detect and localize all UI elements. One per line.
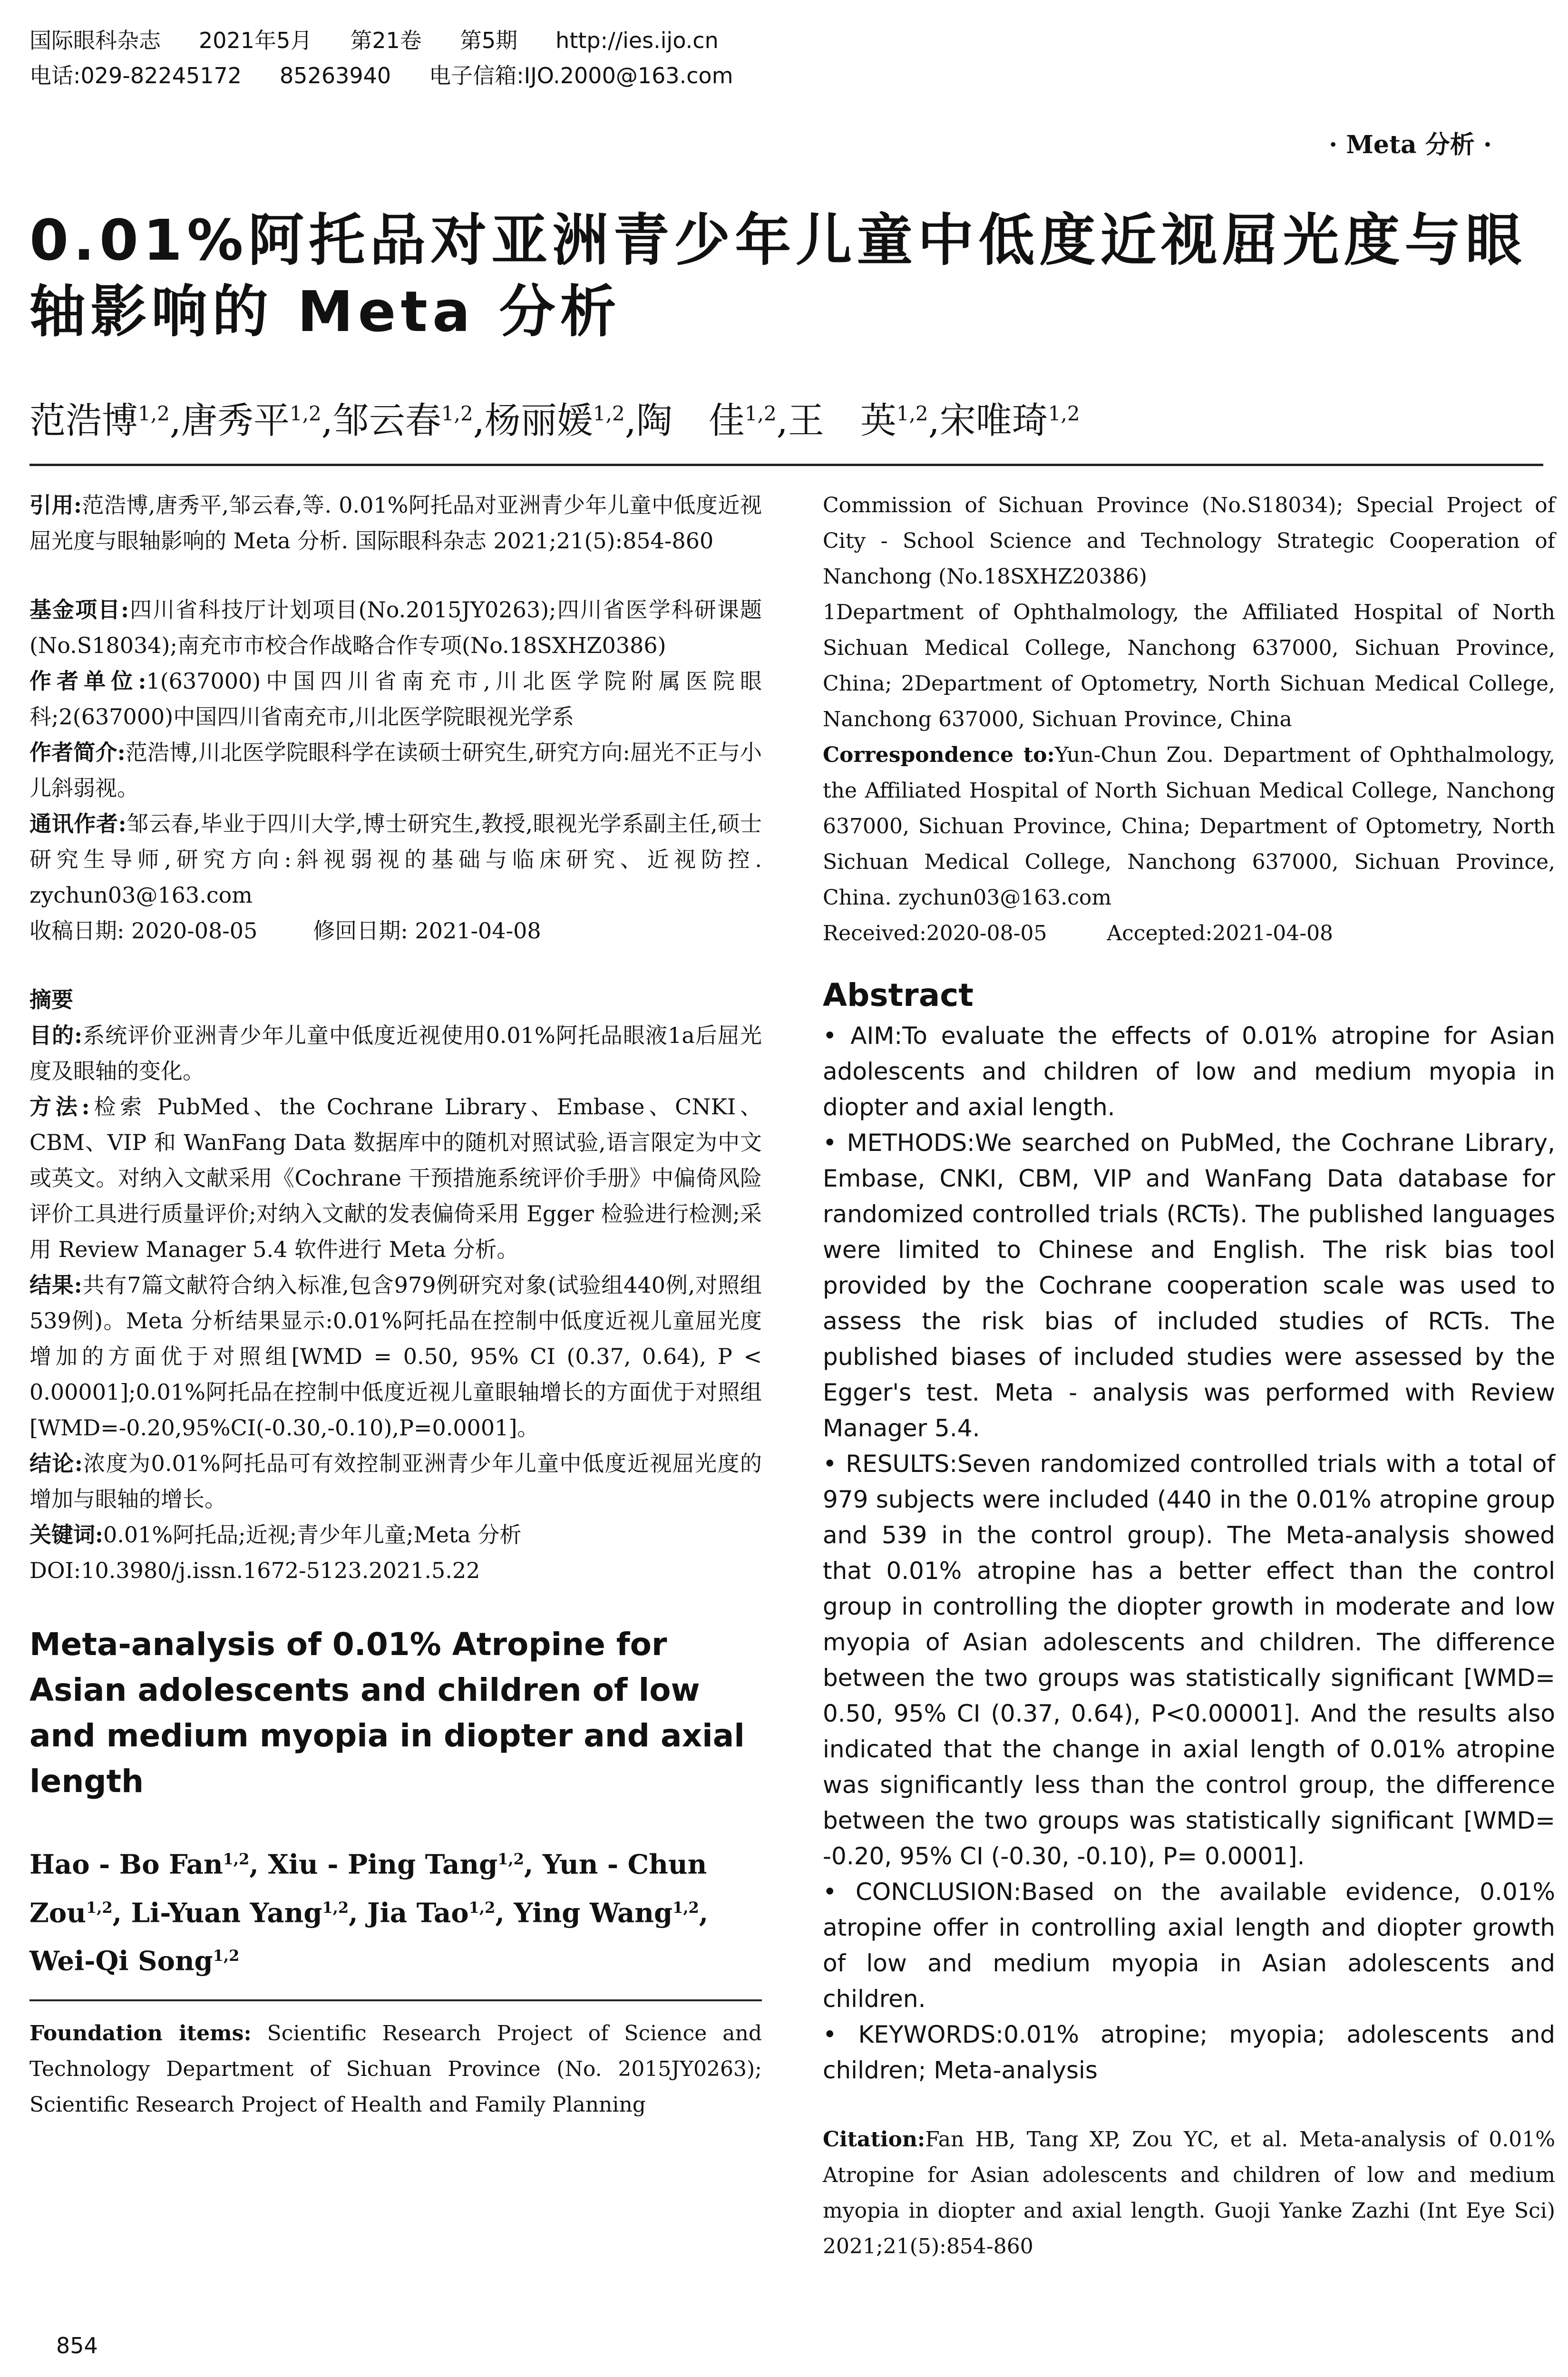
author-name: Hao - Bo Fan xyxy=(29,1849,223,1880)
author-affiliation-mark: 1,2 xyxy=(86,1898,113,1917)
abstract-heading-en: Abstract xyxy=(823,977,974,1013)
author-name: 陶 佳 xyxy=(636,399,745,442)
author-name: 范浩博 xyxy=(29,399,138,442)
dates-en: Received:2020-08-05 Accepted:2021-04-08 xyxy=(823,921,1334,945)
author-affiliation-mark: 1,2 xyxy=(223,1850,250,1868)
results-cn: 结果:共有7篇文献符合纳入标准,包含979例研究对象(试验组440例,对照组539例)。Meta 分析结果显示:0.01%阿托品在控制中低度近视儿童屈光度增加的方面优于对照组[WMD = 0.50, 95% CI (0.37, 0.64), P < 0.00001];0.01%阿托品在控制中低度近视儿童眼轴增长的方面优于对照组[WMD=-0.20,95%CI(-0.30,-0.10),P=0.0001]。 xyxy=(29,1272,762,1441)
conclusion-cn: 结论:浓度为0.01%阿托品可有效控制亚洲青少年儿童中低度近视屈光度的增加与眼轴的增长。 xyxy=(29,1451,762,1512)
author-name: Li-Yuan Yang xyxy=(131,1897,322,1929)
author-name: 杨丽媛 xyxy=(484,399,593,442)
right-column xyxy=(823,487,1555,2264)
correspondence-cn: 通讯作者:邹云春,毕业于四川大学,博士研究生,教授,眼视光学系副主任,硕士研究生导师,研究方向:斜视弱视的基础与临床研究、近视防控. zychun03@163.com xyxy=(29,811,762,908)
keywords-cn: 关键词:0.01%阿托品;近视;青少年儿童;Meta 分析 xyxy=(29,1522,522,1548)
author-affiliation-mark: 1,2 xyxy=(138,402,170,425)
correspondence-en: Correspondence to:Yun-Chun Zou. Department of Ophthalmology, the Affiliated Hospital of North Sichuan Medical College, Nanchong 637000, Sichuan Province, China; Department of Optometry, North Sichuan Medical College, Nanchong 637000, Sichuan Province, China. zychun03@163.com xyxy=(823,743,1555,910)
citation-en: Citation:Fan HB, Tang XP, Zou YC, et al. Meta-analysis of 0.01% Atropine for Asian adolescents and children of low and medium myopia in diopter and axial length. Guoji Yanke Zazhi (Int Eye Sci) 2021;21(5):854-860 xyxy=(823,2127,1555,2259)
author-name: 邹云春 xyxy=(332,399,441,442)
author-name: Xiu - Ping Tang xyxy=(268,1849,498,1880)
methods-en: • METHODS:We searched on PubMed, the Cochrane Library, Embase, CNKI, CBM, VIP and WanFang Data database for randomized controlled trials (RCTs). The published languages were limited to Chinese and English. The risk bias tool provided by the Cochrane cooperation scale was used to assess the risk bias of included studies of RCTs. The published biases of included studies were assessed by the Egger's test. Meta - analysis was performed with Review Manager 5.4. xyxy=(823,1129,1555,1442)
methods-cn: 方法:检索 PubMed、the Cochrane Library、Embase、CNKI、CBM、VIP 和 WanFang Data 数据库中的随机对照试验,语言限定为中文或英文。对纳入文献采用《Cochrane 干预措施系统评价手册》中偏倚风险评价工具进行质量评价;对纳入文献的发表偏倚采用 Egger 检验进行检测;采用 Review Manager 5.4 软件进行 Meta 分析。 xyxy=(29,1094,762,1262)
journal-issue: 第5期 xyxy=(459,28,518,53)
header-divider xyxy=(29,464,1543,466)
dates-cn: 收稿日期: 2020-08-05 修回日期: 2021-04-08 xyxy=(29,918,541,944)
authors-en: Hao - Bo Fan$^{1,2}$, Xiu - Ping Tang$^{1,2}$, Yun - Chun Zou$^{1,2}$, Li-Yuan Yang$^{1,2}$, Jia Tao$^{1,2}$, Ying Wang$^{1,2}$, Wei-Qi Song$^{1,2}$ xyxy=(29,1849,709,1977)
author-affiliation-mark: 1,2 xyxy=(468,1898,496,1917)
aim-cn: 目的:系统评价亚洲青少年儿童中低度近视使用0.01%阿托品眼液1a后屈光度及眼轴的变化。 xyxy=(29,1023,762,1084)
author-affiliation-mark: 1,2 xyxy=(441,402,473,425)
journal-phone2: 85263940 xyxy=(280,63,391,88)
author-name: 王 英 xyxy=(788,399,896,442)
author-affiliation-mark: 1,2 xyxy=(497,1850,524,1868)
keywords-en: • KEYWORDS:0.01% atropine; myopia; adolescents and children; Meta-analysis xyxy=(823,2021,1555,2084)
author-affiliation-mark: 1,2 xyxy=(672,1898,699,1917)
journal-header xyxy=(29,23,1542,93)
author-affiliation-mark: 1,2 xyxy=(289,402,321,425)
conclusion-en: • CONCLUSION:Based on the available evidence, 0.01% atropine offer in controlling axial length and diopter growth of low and medium myopia in Asian adolescents and children. xyxy=(823,1878,1555,2013)
footnote-divider xyxy=(29,1999,762,2001)
foundation-en: Foundation items: Scientific Research Project of Science and Technology Department of Sichuan Province (No. 2015JY0263); Scientific Research Project of Health and Family Planning xyxy=(29,2021,762,2117)
journal-phone: 电话:029-82245172 xyxy=(29,63,242,88)
citation-cn: 引用:范浩博,唐秀平,邹云春,等. 0.01%阿托品对亚洲青少年儿童中低度近视屈光度与眼轴影响的 Meta 分析. 国际眼科杂志 2021;21(5):854-860 xyxy=(29,492,762,554)
foundation-cn: 基金项目:四川省科技厅计划项目(No.2015JY0263);四川省医学科研课题(No.S18034);南充市市校合作战略合作专项(No.18SXHZ0386) xyxy=(29,597,762,658)
affiliation-cn: 作者单位:1(637000)中国四川省南充市,川北医学院附属医院眼科;2(637000)中国四川省南充市,川北医学院眼视光学系 xyxy=(29,668,762,730)
author-name: Yun - Chun Zou xyxy=(29,1849,707,1929)
author-name: 宋唯琦 xyxy=(939,399,1048,442)
page-title: 0.01%阿托品对亚洲青少年儿童中低度近视屈光度与眼轴影响的 Meta 分析 xyxy=(29,207,1527,344)
abstract-heading-cn: 摘要 xyxy=(29,987,73,1013)
journal-email: 电子信箱:IJO.2000@163.com xyxy=(429,63,733,88)
aim-en: • AIM:To evaluate the effects of 0.01% atropine for Asian adolescents and children of low and medium myopia in diopter and axial length. xyxy=(823,1022,1556,1121)
author-affiliation-mark: 1,2 xyxy=(213,1947,240,1965)
journal-url[interactable]: http://ies.ijo.cn xyxy=(555,28,719,53)
journal-date: 2021年5月 xyxy=(199,28,312,53)
author-name: Jia Tao xyxy=(367,1897,469,1929)
author-affiliation-mark: 1,2 xyxy=(593,402,625,425)
foundation-en-cont: Commission of Sichuan Province (No.S18034); Special Project of City - School Science and Technology Strategic Cooperation of Nanchong (No.18SXHZ20386) xyxy=(823,493,1555,589)
author-name: 唐秀平 xyxy=(181,399,290,442)
author-affiliation-mark: 1,2 xyxy=(322,1898,349,1917)
section-tag: · Meta 分析 · xyxy=(1329,130,1492,159)
author-bio-cn: 作者简介:范浩博,川北医学院眼科学在读硕士研究生,研究方向:屈光不正与小儿斜弱视。 xyxy=(29,740,762,801)
authors-cn: 范浩博$^{1,2}$,唐秀平$^{1,2}$,邹云春$^{1,2}$,杨丽媛$^{1,2}$,陶 佳$^{1,2}$,王 英$^{1,2}$,宋唯琦$^{1,2}$ xyxy=(29,399,1080,442)
doi[interactable]: DOI:10.3980/j.issn.1672-5123.2021.5.22 xyxy=(29,1558,480,1583)
affiliation-en: 1Department of Ophthalmology, the Affiliated Hospital of North Sichuan Medical College, Nanchong 637000, Sichuan Province, China; 2Department of Optometry, North Sichuan Medical College, Nanchong 637000, Sichuan Province, China xyxy=(823,600,1555,731)
author-affiliation-mark: 1,2 xyxy=(744,402,777,425)
journal-name: 国际眼科杂志 xyxy=(29,28,161,53)
author-affiliation-mark: 1,2 xyxy=(896,402,928,425)
title-en: Meta-analysis of 0.01% Atropine for Asian adolescents and children of low and medium myopia in diopter and axial length xyxy=(29,1626,745,1800)
author-name: Wei-Qi Song xyxy=(29,1945,213,1977)
author-affiliation-mark: 1,2 xyxy=(1048,402,1080,425)
journal-volume: 第21卷 xyxy=(350,28,422,53)
left-column xyxy=(29,487,762,2123)
page-number: 854 xyxy=(56,2333,98,2358)
results-en: • RESULTS:Seven randomized controlled trials with a total of 979 subjects were included (440 in the 0.01% atropine group and 539 in the control group). The Meta-analysis showed that 0.01% atropine has a better effect than the control group in controlling the diopter growth in moderate and low myopia of Asian adolescents and children. The difference between the two groups was statistically significant [WMD= 0.50, 95% CI (0.37, 0.64), P<0.00001]. And the results also indicated that the change in axial length of 0.01% atropine was significantly less than the control group, the difference between the two groups was statistically significant [WMD= -0.20, 95% CI (-0.30, -0.10), P= 0.0001]. xyxy=(823,1450,1555,1870)
author-name: Ying Wang xyxy=(514,1897,673,1929)
